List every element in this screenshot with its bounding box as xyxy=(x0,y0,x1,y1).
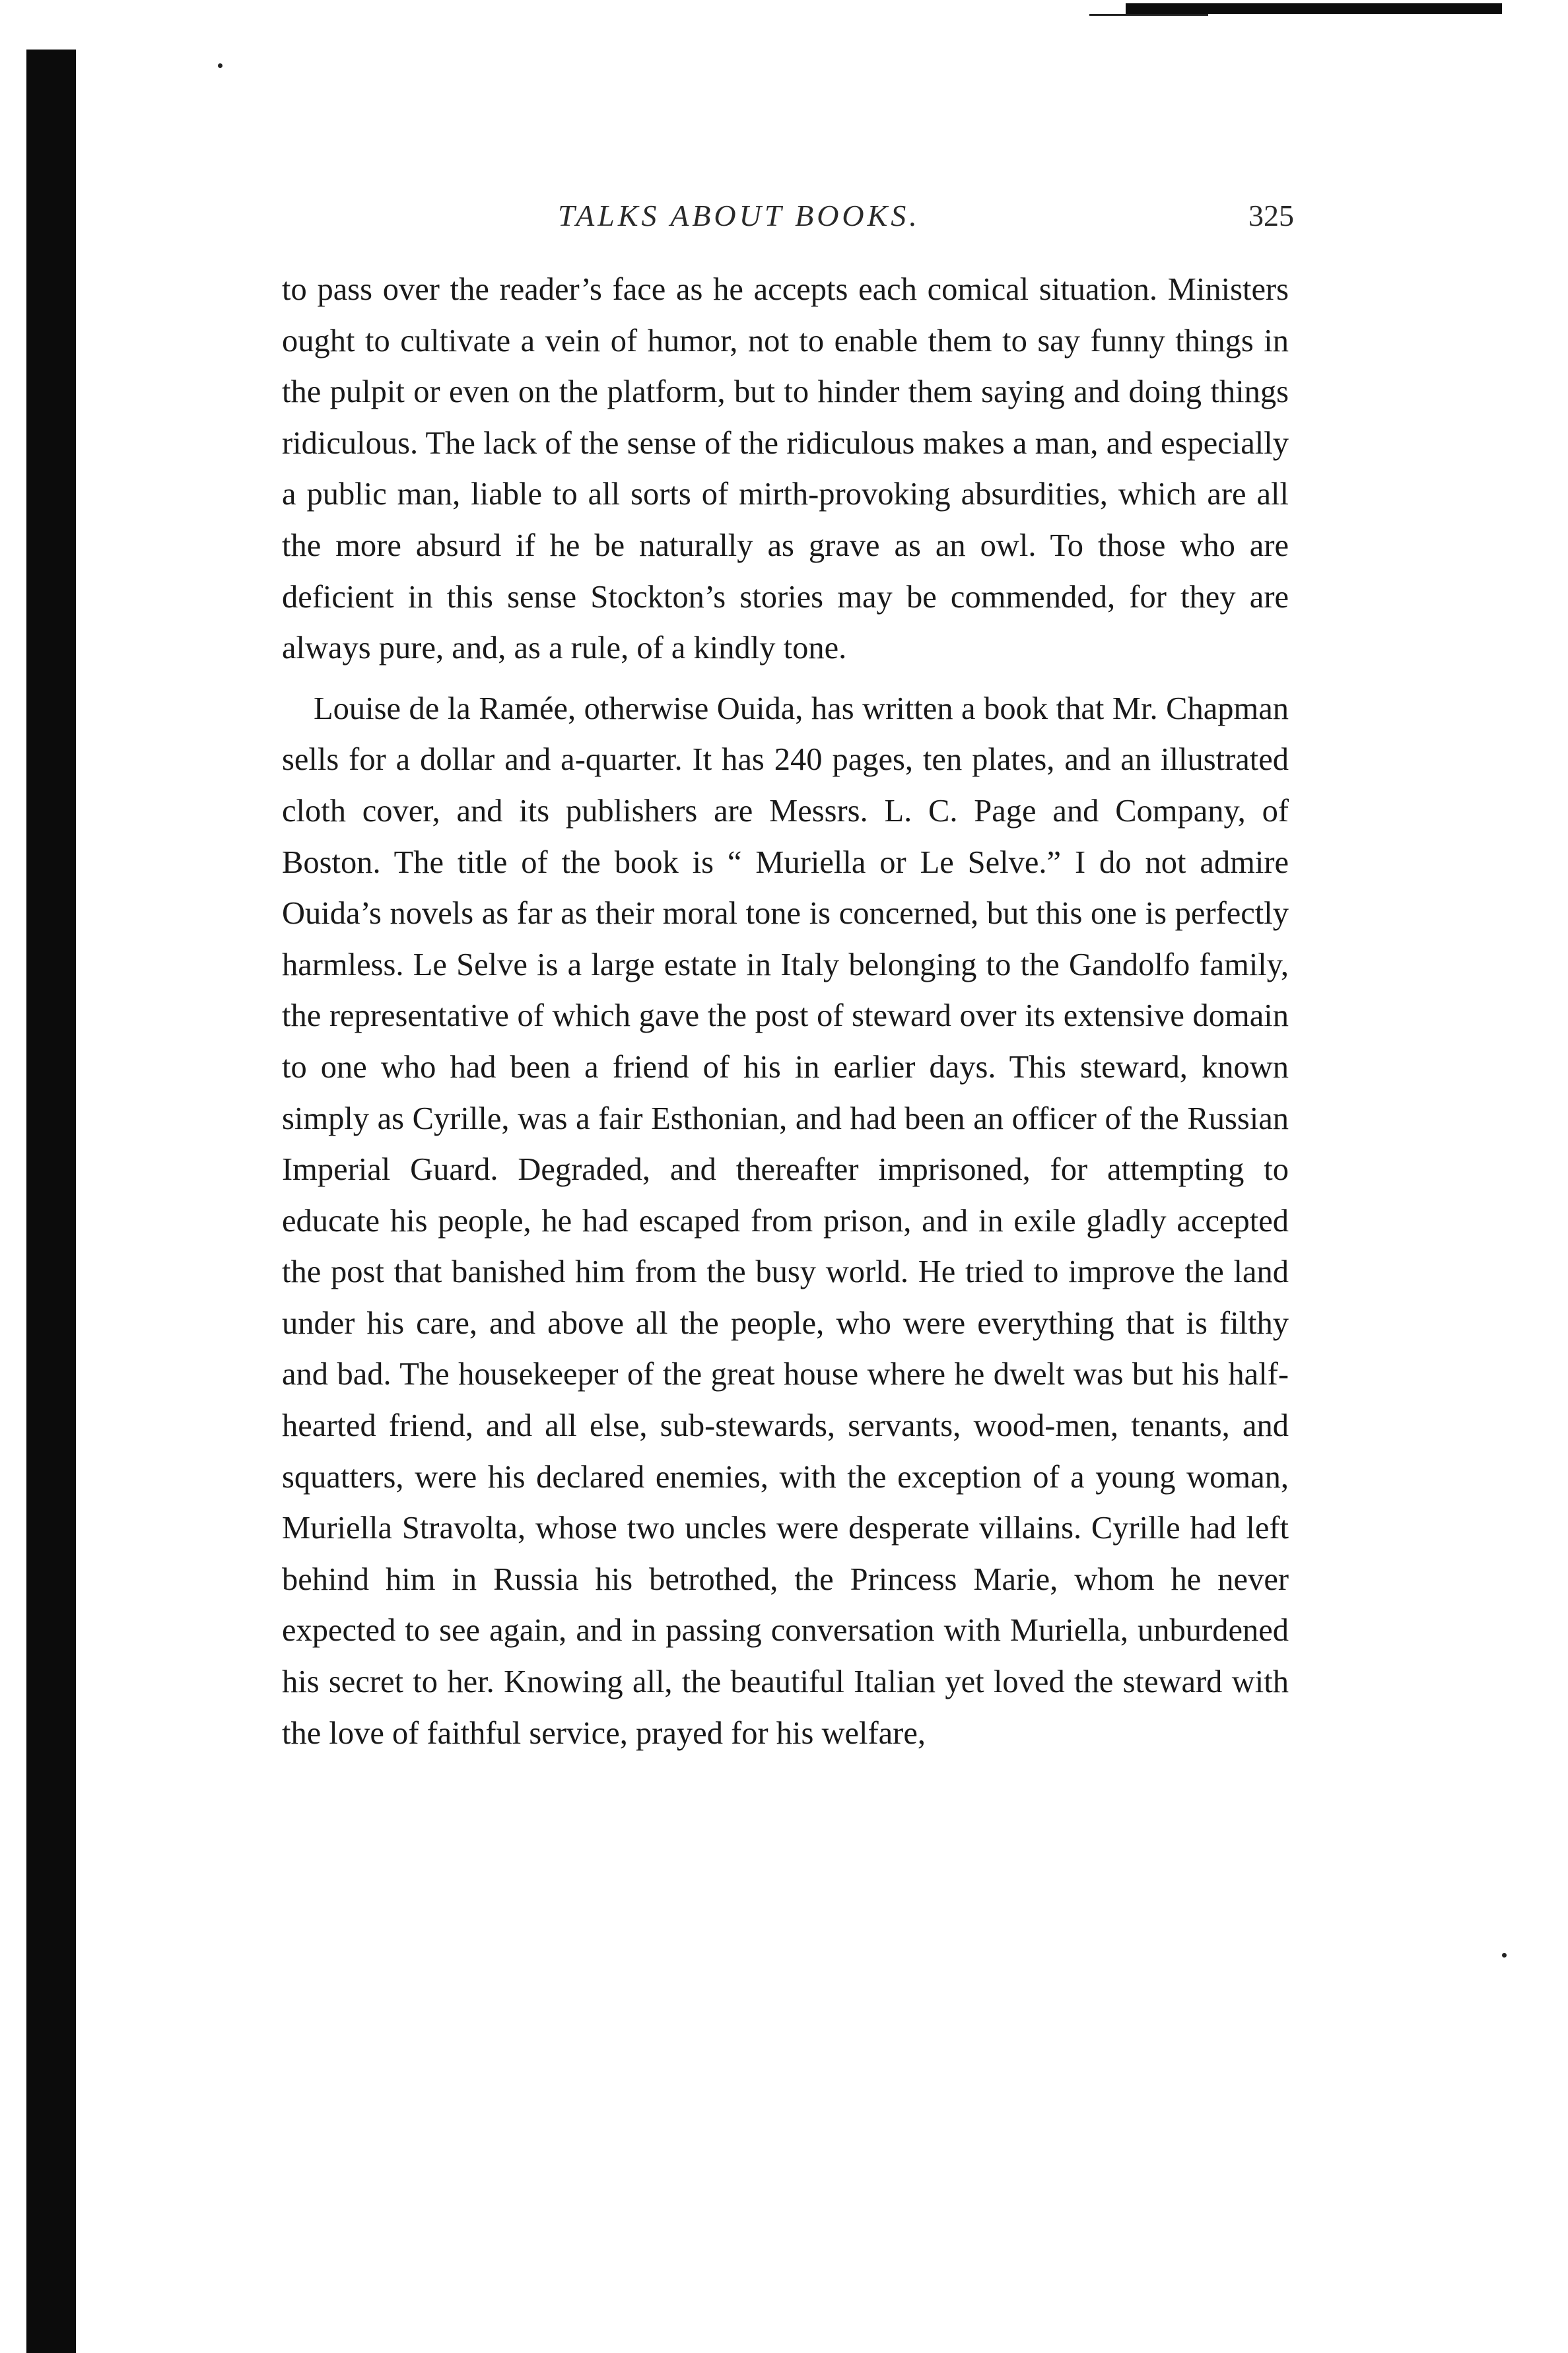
scan-binding-edge xyxy=(26,50,76,2353)
scan-speck xyxy=(1502,1953,1507,1958)
paragraph-ouida-review: Louise de la Ramée, otherwise Ouida, has written a book that Mr. Chapman sells for a dollar and a-quarter. It has 240 pages, ten plates, and an illustrated cloth cover, and its publishers are Messrs. L. C. Page and Company, of Boston. The title of the book is “ Muriella or Le Selve.” I do not admire Ouida’s novels as far as their moral tone is concerned, but this one is perfectly harmless. Le Selve is a large estate in Italy belonging to the Gandolfo family, the representative of which gave the post of steward over its extensive domain to one who had been a friend of his in earlier days. This steward, known simply as Cyrille, was a fair Esthonian, and had been an officer of the Russian Imperial Guard. Degraded, and thereafter imprisoned, for attempting to educate his people, he had escaped from prison, and in exile gladly accepted the post that banished him from the busy world. He tried to improve the land under his care, and above all the people, who were everything that is filthy and bad. The housekeeper of the great house where he dwelt was but his half-hearted friend, and all else, sub-stewards, servants, wood-men, tenants, and squatters, were his declared enemies, with the exception of a young woman, Muriella Stravolta, whose two uncles were desperate villains. Cyrille had left behind him in Russia his betrothed, the Princess Marie, whom he never expected to see again, and in passing conversation with Muriella, unburdened his secret to her. Knowing all, the beautiful Italian yet loved the steward with the love of faithful service, prayed for his welfare, xyxy=(282,691,1289,1751)
page-body xyxy=(282,264,1289,1759)
scan-speck xyxy=(218,63,222,68)
running-title: TALKS ABOUT BOOKS. xyxy=(558,199,920,232)
scan-top-rule xyxy=(1126,3,1502,14)
page-number: 325 xyxy=(1248,199,1294,232)
scan-top-rule-thin xyxy=(1089,14,1208,16)
paragraph-continued: to pass over the reader’s face as he accepts each comical situation. Ministers ought to cultivate a vein of humor, not to enable them to say funny things in the pulpit or even on the platform, but to hinder them saying and doing things ridiculous. The lack of the sense of the ridiculous makes a man, and especially a public man, liable to all sorts of mirth-provoking absurdities, which are all the more absurd if he be naturally as grave as an owl. To those who are deficient in this sense Stockton’s stories may be commended, for they are always pure, and, as a rule, of a kindly tone. xyxy=(282,272,1289,666)
running-header xyxy=(284,198,1314,244)
